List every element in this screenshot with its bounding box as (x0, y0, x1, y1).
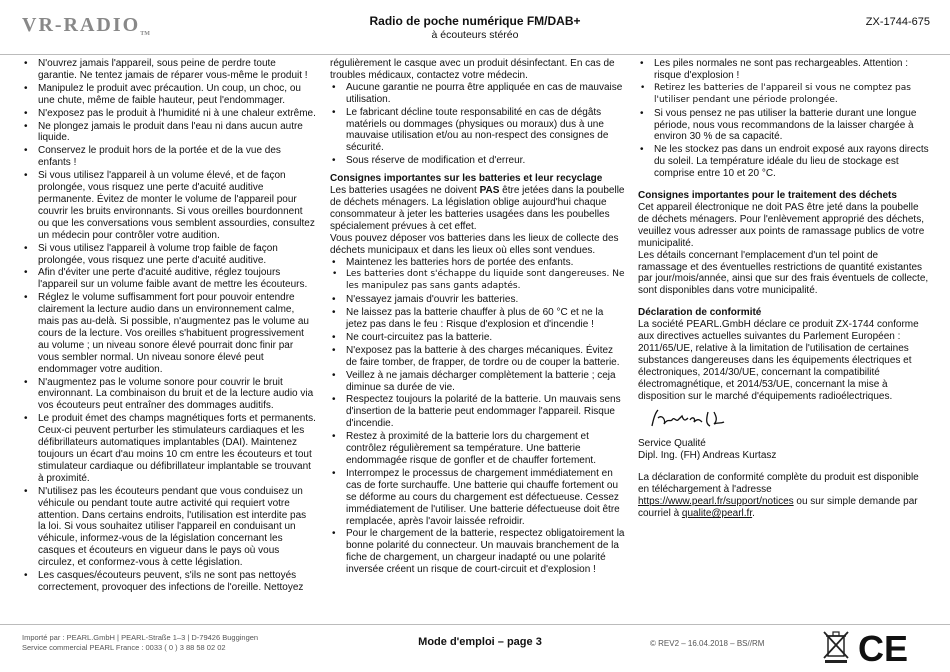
document-title: Radio de poche numérique FM/DAB+ (369, 14, 581, 28)
list-item: • Conservez le produit hors de la portée et de la vue des enfants ! (22, 145, 316, 169)
importer-info: Importé par : PEARL.GmbH | PEARL-Straße 1–3 | D-79426 Buggingen Service commercial PEARL France : 0033 ( 0 ) 3 88 58 02 02 (22, 633, 259, 652)
conformity-heading: Déclaration de conformité (638, 307, 762, 319)
list-item: • Ne plongez jamais le produit dans l'eau ni dans aucun autre liquide. (22, 121, 316, 145)
signature-image (648, 406, 758, 432)
list-item: • N'exposez pas la batterie à des charges mécaniques. Évitez de faire tomber, de frapper, de tordre ou de couper la batterie. (330, 345, 625, 369)
document-subtitle: à écouteurs stéréo (431, 29, 519, 41)
crossed-bin-icon (822, 630, 850, 664)
service-title: Service Qualité (638, 438, 706, 450)
list-item: • N'ouvrez jamais l'appareil, sous peine de perdre toute garantie. Ne tentez jamais de réparer vous-même le produit ! (22, 58, 316, 82)
list-item: • Le produit émet des champs magnétiques forts et permanents. Ceux-ci peuvent perturber les stimulateurs cardiaques et les défibrillateurs automatiques implantables (DAI). Maintenez toujours un écart d'au moins 10 cm entre les écouteurs et tout stimulateur cardiaque ou défibrillateur implantable se trouvant à proximité. (22, 413, 316, 484)
continued-text: régulièrement le casque avec un produit désinfectant. En cas de troubles médicaux, contactez votre médecin. (330, 58, 615, 81)
list-item: • Ne laissez pas la batterie chauffer à plus de 60 °C et ne la jetez pas dans le feu : Risque d'explosion et d'incendie ! (330, 307, 625, 331)
list-item: • N'essayez jamais d'ouvrir les batteries. (330, 294, 625, 306)
ce-mark-icon (858, 632, 930, 664)
service-name: Dipl. Ing. (FH) Andreas Kurtasz (638, 450, 777, 462)
list-item: • Respectez toujours la polarité de la batterie. Un mauvais sens d'insertion de la batterie peut endommager l'appareil. Risque d'incendie. (330, 394, 625, 430)
page-footer (0, 624, 950, 672)
list-item: • Afin d'éviter une perte d'acuité auditive, réglez toujours l'appareil sur un volume faible avant de mettre les écouteurs. (22, 267, 316, 291)
list-item: • Les casques/écouteurs peuvent, s'ils ne sont pas nettoyés correctement, provoquer des infections de l'oreille. Nettoyez (22, 570, 316, 594)
battery-list-continued (638, 58, 930, 180)
column-3 (638, 58, 930, 520)
waste-text: Cet appareil électronique ne doit PAS être jeté dans la poubelle de déchets ménagers. Pour l'enlèvement approprié des déchets, veuillez vous adresser aux points de ramassage publics de votre municipalité. (638, 201, 925, 249)
list-item: • Manipulez le produit avec précaution. Un coup, un choc, ou une chute, même de faible hauteur, peut l'endommager. (22, 83, 316, 107)
list-item: • Pour le chargement de la batterie, respectez obligatoirement la bonne polarité du connecteur. Un mauvais branchement de la fiche de chargement, un chargeur inadapté ou une polarité inversée créent un risque de court-circuit et d'explosion ! (330, 528, 625, 576)
svg-text:CE: CE (858, 632, 909, 664)
safety-list (22, 58, 316, 594)
list-item: • Les batteries dont s'échappe du liquide sont dangereuses. Ne les manipulez pas sans gants adaptés. (330, 269, 625, 293)
list-item: • Retirez les batteries de l'appareil si vous ne comptez pas l'utiliser pendant une période prolongée. (638, 83, 930, 107)
battery-list (330, 257, 625, 577)
page-number: Mode d'emploi – page 3 (418, 636, 542, 648)
list-item: • N'exposez pas le produit à l'humidité ni à une chaleur extrême. (22, 108, 316, 120)
email-link[interactable]: qualite@pearl.fr (681, 507, 753, 519)
list-item: • N'utilisez pas les écouteurs pendant que vous conduisez un véhicule ou pendant toute autre activité qui requiert votre attention. Dans certains endroits, l'utilisation est interdite pas la loi. Si vous souhaitez utiliser l'appareil en conduisant un véhicule, informez-vous de la législation concernant les casques et écouteurs en vigueur dans le pays où vous circulez, et conformez-vous à cette législation. (22, 486, 316, 569)
waste-text-2: Les détails concernant l'emplacement d'un tel point de ramassage et des éventuelles restrictions de quantité existantes par jour/mois/année, ainsi que sur des frais éventuels de collecte, sont disponibles dans votre municipalité. (638, 249, 929, 297)
battery-intro-2: Vous pouvez déposer vos batteries dans les lieux de collecte des déchets municipaux et dans les lieux où elles sont vendues. (330, 232, 619, 256)
list-item: • Réglez le volume suffisamment fort pour pouvoir entendre clairement la lecture audio dans un environnement calme, mais pas au-delà. Si possible, n'augmentez pas le volume au cours de la lecture. Vos oreilles s'habituent progressivement au volume ; un niveau sonore élevé pourrait donc finir par vous sembler normal. Un niveau sonore élevé peut endommager votre audition. (22, 292, 316, 375)
list-item: • Si vous utilisez l'appareil à un volume élevé, et de façon prolongée, vous risquez une perte d'acuité auditive permanente. Évitez de monter le volume de l'appareil pour couvrir les bruits environnants. Si vous oreilles bourdonnent ou que les conversations vous semblent assourdies, consultez un médecin pour contrôler votre audition. (22, 170, 316, 241)
list-item: • Interrompez le processus de chargement immédiatement en cas de forte surchauffe. Une batterie qui chauffe fortement ou se déforme au cours du chargement est défectueuse. Cessez immédiatement de l'utiliser. Une batterie défectueuse doit être remplacée, après l'avoir laissée refroidir. (330, 468, 625, 528)
list-item: • Aucune garantie ne pourra être appliquée en cas de mauvaise utilisation. (330, 82, 625, 106)
page-header (0, 0, 950, 55)
conformity-text: La société PEARL.GmbH déclare ce produit ZX-1744 conforme aux directives actuelles suivantes du Parlement Européen : 2011/65/UE, relative à la limitation de l'utilisation de certaines substances dangereuses dans les équipements électriques et électroniques, 2014/30/UE, concernant la compatibilité électromagnétique, et 2014/53/UE, concernant la mise à disposition sur le marché d'équipements radioélectriques. (638, 319, 919, 402)
list-item: • Ne court-circuitez pas la batterie. (330, 332, 625, 344)
list-item: • N'augmentez pas le volume sonore pour couvrir le bruit environnant. La combinaison du bruit et de la lecture audio via vos écouteurs peut entraîner des dommages auditifs. (22, 377, 316, 413)
list-item: • Si vous pensez ne pas utiliser la batterie durant une longue période, nous vous recommandons de la laisser chargée à environ 30 % de sa capacité. (638, 108, 930, 144)
list-item: • Restez à proximité de la batterie lors du chargement et contrôlez régulièrement sa température. Une batterie endommagée risque de gonfler et de chauffer fortement. (330, 431, 625, 467)
waste-heading: Consignes importantes pour le traitement des déchets (638, 190, 897, 202)
list-item: • Sous réserve de modification et d'erreur. (330, 155, 625, 167)
brand-logo: VR-RADIOTM (22, 14, 150, 37)
battery-heading: Consignes importantes sur les batteries et leur recyclage (330, 173, 603, 185)
notices-link[interactable]: https://www.pearl.fr/support/notices (638, 496, 794, 507)
list-item: • Le fabricant décline toute responsabilité en cas de dégâts matériels ou dommages (physiques ou moraux) dus à une mauvaise utilisation et/ou au non-respect des consignes de sécurité. (330, 107, 625, 155)
list-item: • Maintenez les batteries hors de portée des enfants. (330, 257, 625, 269)
revision-info: © REV2 – 16.04.2018 – BS//RM (650, 639, 765, 648)
warranty-list (330, 82, 625, 167)
column-1 (22, 58, 316, 595)
list-item: • Les piles normales ne sont pas rechargeables. Attention : risque d'explosion ! (638, 58, 930, 82)
list-item: • Veillez à ne jamais décharger complètement la batterie ; ceja diminue sa durée de vie. (330, 370, 625, 394)
column-2 (330, 58, 625, 577)
battery-intro: Les batteries usagées ne doivent PAS être jetées dans la poubelle de déchets ménagers. La législation oblige aujourd'hui chaque consommateur à jeter les batteries usagées dans les poubelles spécialement prévues à cet effet. (330, 185, 625, 232)
list-item: • Si vous utilisez l'appareil à volume trop faible de façon prolongée, vous risquez une perte d'acuité auditive. (22, 243, 316, 267)
list-item: • Ne les stockez pas dans un endroit exposé aux rayons directs du soleil. La température idéale du lieu de stockage est comprise entre 10 et 20 °C. (638, 144, 930, 180)
download-text: La déclaration de conformité complète du produit est disponible en téléchargement à l'adresse https://www.pearl.fr/support/notices ou sur simple demande par courriel à qualite@pearl.fr. (638, 472, 919, 519)
product-code: ZX-1744-675 (865, 16, 930, 28)
